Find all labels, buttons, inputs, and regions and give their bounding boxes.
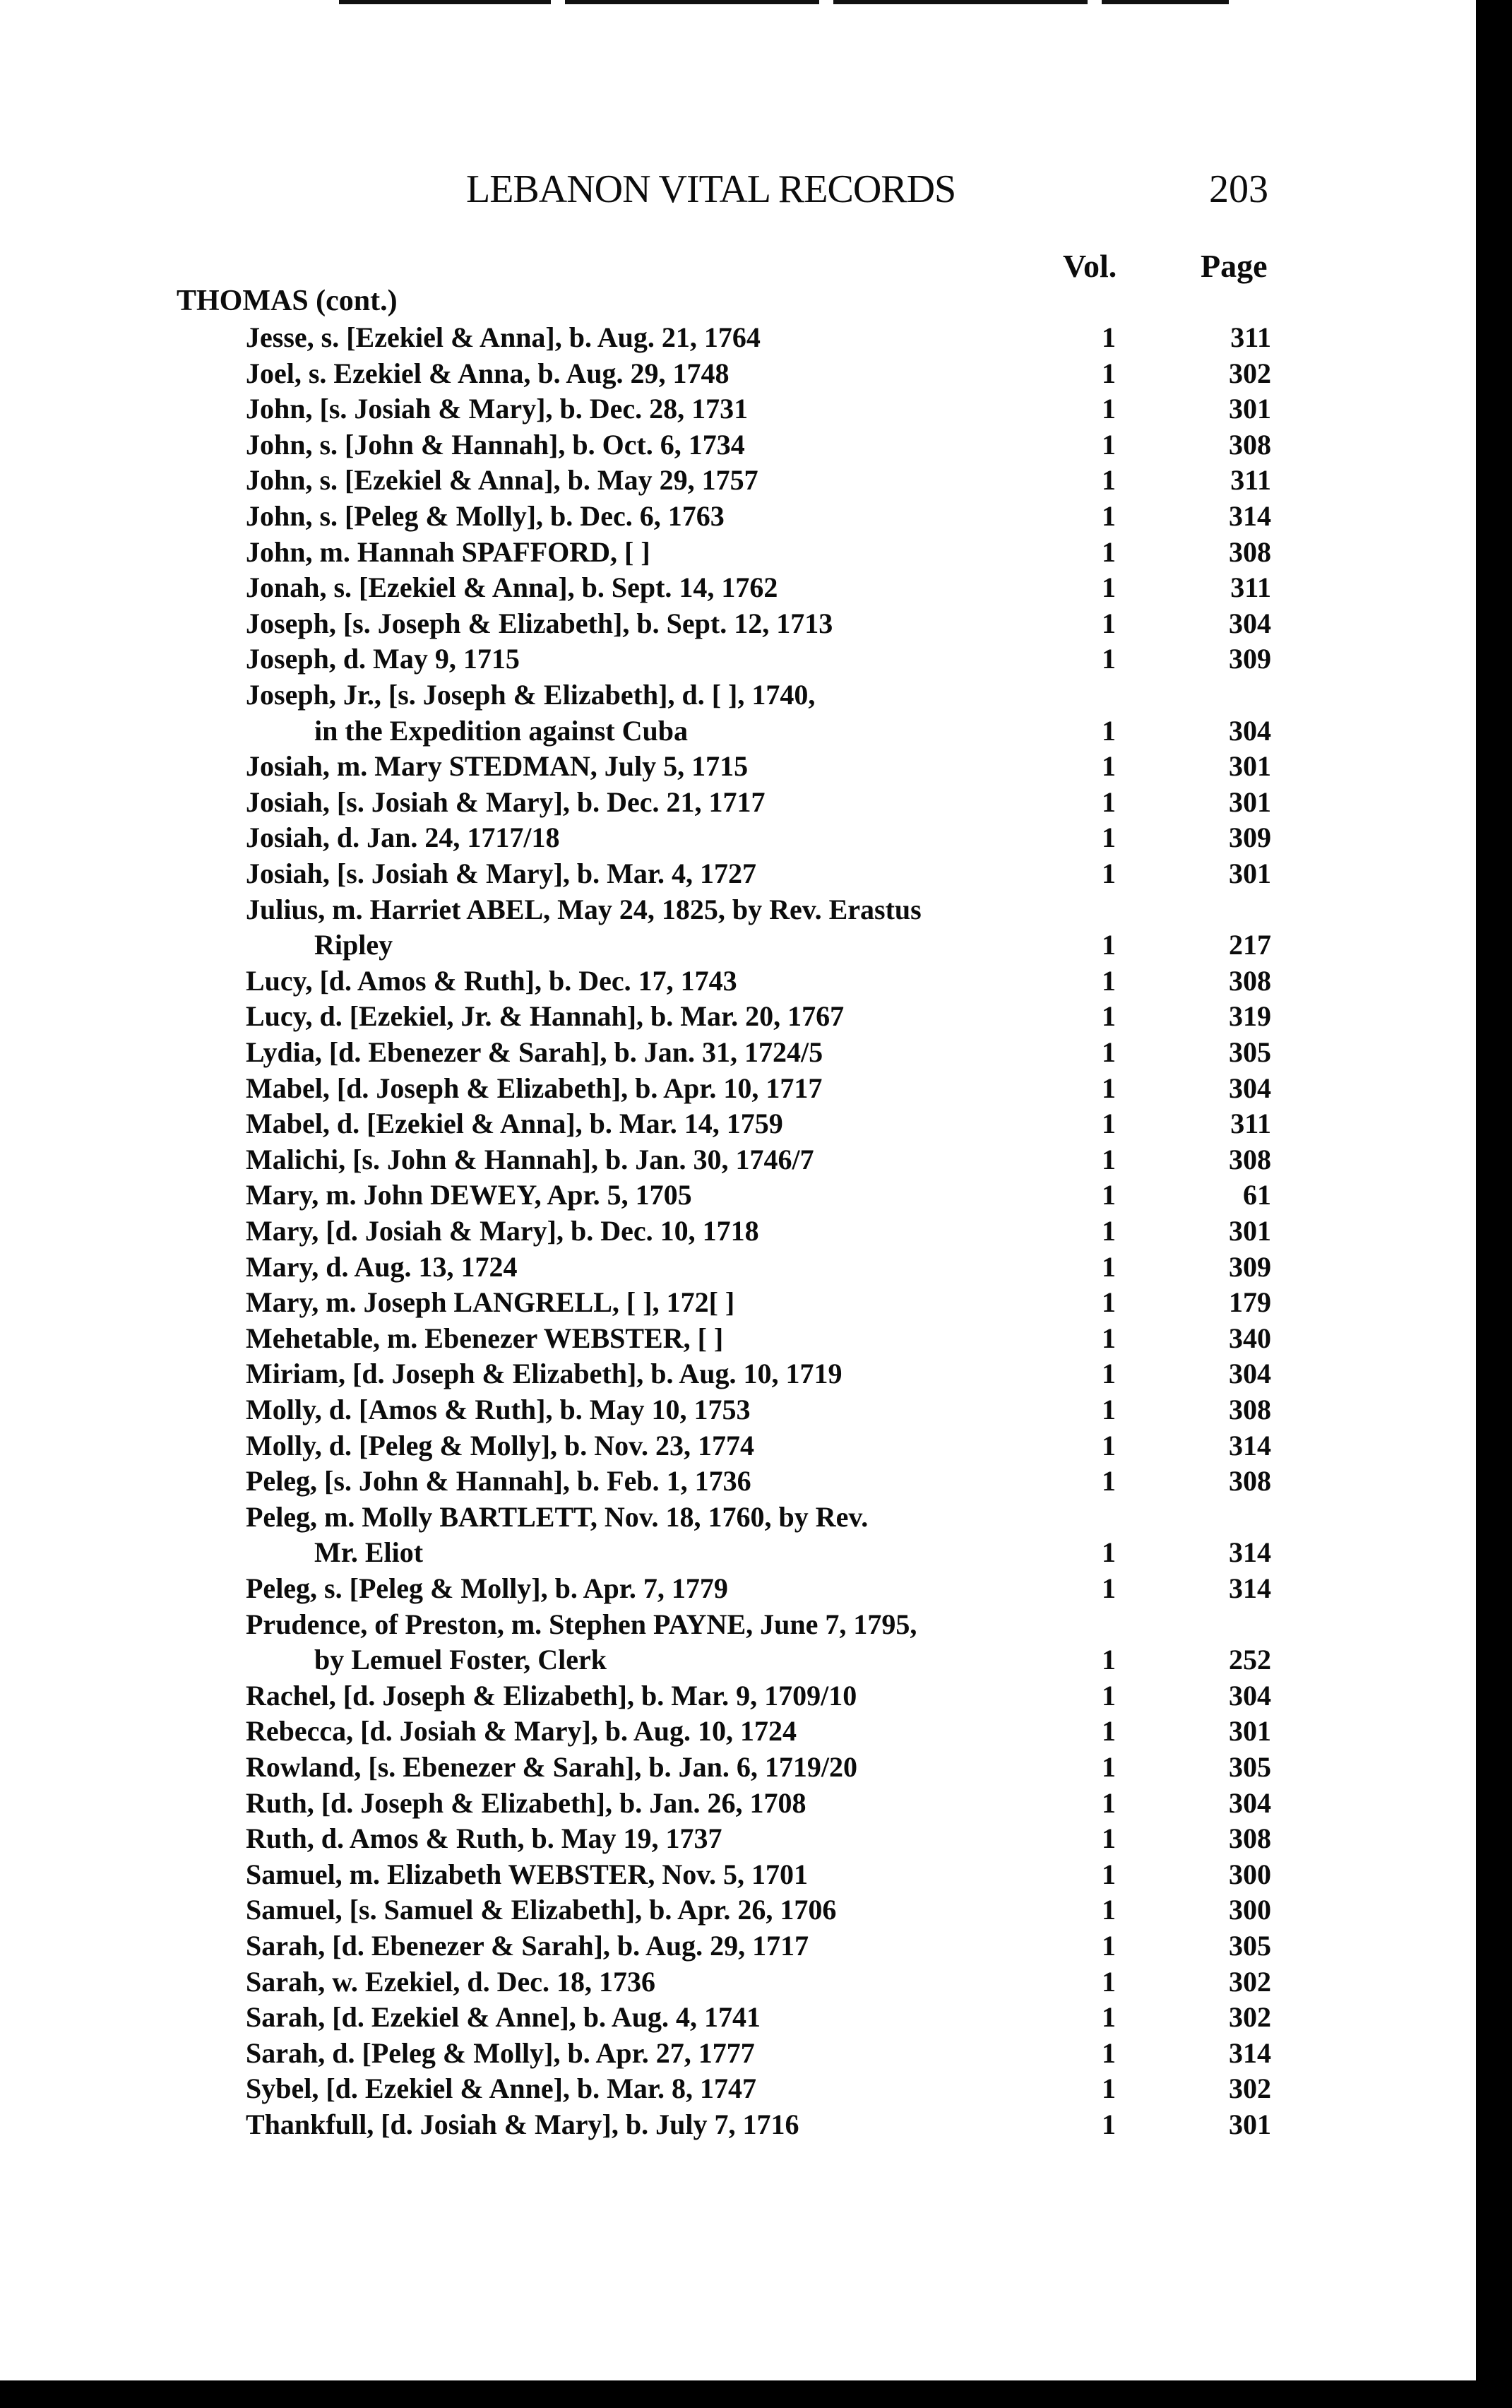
record-entry-text: Sybel, [d. Ezekiel & Anne], b. Mar. 8, 1747 — [246, 2072, 756, 2105]
record-entry-volume: 1 — [1102, 1394, 1116, 1425]
record-entry-text: Sarah, [d. Ezekiel & Anne], b. Aug. 4, 1741 — [246, 2001, 761, 2034]
record-entry-volume: 1 — [1102, 535, 1116, 568]
record-entry-text: Peleg, s. [Peleg & Molly], b. Apr. 7, 1779 — [246, 1572, 728, 1604]
record-entry-page: 308 — [1229, 1143, 1271, 1175]
record-entry-text: Rowland, [s. Ebenezer & Sarah], b. Jan. 6, 1719/20 — [246, 1751, 857, 1783]
record-entry-volume: 1 — [1102, 2036, 1116, 2069]
record-entry-text: John, s. [John & Hannah], b. Oct. 6, 1734 — [246, 428, 745, 461]
record-entry-volume: 1 — [1102, 321, 1116, 353]
record-entry-volume: 1 — [1102, 1715, 1116, 1748]
record-entry-volume: 1 — [1102, 2072, 1116, 2105]
record-entry-page: 319 — [1229, 1000, 1271, 1033]
record-entry-text: Josiah, d. Jan. 24, 1717/18 — [246, 822, 560, 854]
record-entry-page: 304 — [1229, 1358, 1271, 1390]
record-entry-text: Molly, d. [Peleg & Molly], b. Nov. 23, 1774 — [246, 1429, 754, 1461]
record-entry-text: Thankfull, [d. Josiah & Mary], b. July 7, 1716 — [246, 2109, 799, 2140]
record-entry-volume: 1 — [1102, 1858, 1116, 1890]
record-entry-volume: 1 — [1102, 357, 1116, 389]
record-entry-volume: 1 — [1102, 1429, 1116, 1461]
record-entry-page: 308 — [1229, 964, 1271, 997]
record-entry-page: 252 — [1229, 1644, 1271, 1676]
record-entry-page: 302 — [1229, 357, 1271, 389]
record-entry-page: 305 — [1229, 1930, 1271, 1962]
record-entry-volume: 1 — [1102, 1786, 1116, 1819]
record-entry-volume: 1 — [1102, 1215, 1116, 1247]
record-entry-text: Josiah, m. Mary STEDMAN, July 5, 1715 — [246, 750, 749, 783]
record-entry-volume: 1 — [1102, 929, 1116, 961]
record-entry-text: Sarah, [d. Ebenezer & Sarah], b. Aug. 29, 1717 — [246, 1930, 809, 1962]
record-entry-volume: 1 — [1102, 1322, 1116, 1354]
column-header-page: Page — [1201, 248, 1268, 284]
record-entry-page: 301 — [1229, 785, 1271, 818]
record-entry-page: 314 — [1229, 1429, 1271, 1461]
record-entry-volume: 1 — [1102, 714, 1116, 747]
record-entry-volume: 1 — [1102, 1465, 1116, 1497]
record-entry-volume: 1 — [1102, 1679, 1116, 1712]
record-entry-text: Mabel, [d. Joseph & Elizabeth], b. Apr. 10, 1717 — [246, 1072, 823, 1104]
record-entry-text: Joseph, [s. Joseph & Elizabeth], b. Sept. 12, 1713 — [246, 607, 833, 639]
record-entry-volume: 1 — [1102, 1930, 1116, 1962]
record-entry-page: 311 — [1230, 321, 1271, 353]
record-entry-page: 300 — [1229, 1858, 1271, 1890]
record-entry-page: 311 — [1230, 1108, 1271, 1140]
record-entry-volume: 1 — [1102, 964, 1116, 997]
scan-edge-mark — [833, 0, 1088, 4]
page-title: LEBANON VITAL RECORDS — [466, 167, 956, 211]
record-entry-page: 300 — [1229, 1894, 1271, 1926]
record-entry-volume: 1 — [1102, 428, 1116, 461]
record-entry-text: Prudence, of Preston, m. Stephen PAYNE, June 7, 1795, — [246, 1608, 917, 1640]
record-entry-text: Peleg, m. Molly BARTLETT, Nov. 18, 1760, by Rev. — [246, 1500, 869, 1533]
record-entry-page: 314 — [1229, 1572, 1271, 1604]
record-entry-volume: 1 — [1102, 1286, 1116, 1319]
record-entry-continuation: Ripley — [314, 929, 393, 961]
record-entry-page: 308 — [1229, 428, 1271, 461]
record-entry-text: Mary, d. Aug. 13, 1724 — [246, 1250, 518, 1283]
record-entry-text: John, s. [Peleg & Molly], b. Dec. 6, 1763 — [246, 500, 725, 532]
record-entry-text: Lydia, [d. Ebenezer & Sarah], b. Jan. 31, 1724/5 — [246, 1036, 823, 1068]
record-entry-text: Samuel, m. Elizabeth WEBSTER, Nov. 5, 1701 — [246, 1858, 809, 1890]
record-entry-page: 179 — [1229, 1286, 1271, 1319]
record-entry-text: Josiah, [s. Josiah & Mary], b. Dec. 21, 1717 — [246, 785, 766, 818]
record-entry-page: 217 — [1229, 929, 1271, 961]
record-entry-page: 305 — [1229, 1751, 1271, 1783]
record-entry-text: Ruth, d. Amos & Ruth, b. May 19, 1737 — [246, 1822, 722, 1855]
record-entry-page: 304 — [1229, 607, 1271, 639]
record-entry-text: Molly, d. [Amos & Ruth], b. May 10, 1753 — [246, 1394, 751, 1425]
record-entry-volume: 1 — [1102, 1000, 1116, 1033]
record-entry-volume: 1 — [1102, 858, 1116, 889]
record-entry-page: 301 — [1229, 1715, 1271, 1748]
record-entry-volume: 1 — [1102, 1036, 1116, 1068]
record-entry-volume: 1 — [1102, 1751, 1116, 1783]
record-entry-volume: 1 — [1102, 500, 1116, 532]
record-entry-volume: 1 — [1102, 1822, 1116, 1855]
record-entry-volume: 1 — [1102, 1143, 1116, 1175]
record-entry-text: Samuel, [s. Samuel & Elizabeth], b. Apr. 26, 1706 — [246, 1894, 837, 1926]
record-entry-volume: 1 — [1102, 785, 1116, 818]
record-entry-text: John, [s. Josiah & Mary], b. Dec. 28, 1731 — [246, 393, 749, 425]
record-entry-page: 301 — [1229, 858, 1271, 889]
record-entry-page: 314 — [1229, 500, 1271, 532]
record-entry-text: John, m. Hannah SPAFFORD, [ ] — [246, 535, 650, 568]
record-entry-page: 311 — [1230, 464, 1271, 497]
record-entry-page: 304 — [1229, 1786, 1271, 1819]
record-entry-volume: 1 — [1102, 1108, 1116, 1140]
record-entry-volume: 1 — [1102, 1644, 1116, 1676]
record-entry-text: Julius, m. Harriet ABEL, May 24, 1825, by Rev. Erastus — [246, 893, 922, 925]
record-entry-text: Malichi, [s. John & Hannah], b. Jan. 30, 1746/7 — [246, 1143, 814, 1175]
record-entry-text: Peleg, [s. John & Hannah], b. Feb. 1, 1736 — [246, 1465, 751, 1497]
record-entry-text: Jonah, s. [Ezekiel & Anna], b. Sept. 14, 1762 — [246, 571, 778, 604]
record-entry-volume: 1 — [1102, 464, 1116, 497]
record-entry-page: 314 — [1229, 2036, 1271, 2069]
record-entry-volume: 1 — [1102, 1358, 1116, 1390]
record-entry-text: Rachel, [d. Joseph & Elizabeth], b. Mar. 9, 1709/10 — [246, 1679, 857, 1712]
record-entry-page: 304 — [1229, 714, 1271, 747]
record-entry-page: 309 — [1229, 643, 1271, 675]
record-entry-text: Lucy, [d. Amos & Ruth], b. Dec. 17, 1743 — [246, 964, 737, 997]
record-entry-page: 304 — [1229, 1679, 1271, 1712]
record-entry-text: Joel, s. Ezekiel & Anna, b. Aug. 29, 1748 — [246, 357, 730, 389]
record-entry-page: 311 — [1230, 571, 1271, 604]
record-entry-page: 304 — [1229, 1072, 1271, 1104]
record-entry-volume: 1 — [1102, 1250, 1116, 1283]
record-entry-text: John, s. [Ezekiel & Anna], b. May 29, 1757 — [246, 464, 758, 497]
record-entry-text: Mary, m. John DEWEY, Apr. 5, 1705 — [246, 1179, 692, 1211]
record-entry-page: 308 — [1229, 1394, 1271, 1425]
record-entry-volume: 1 — [1102, 2001, 1116, 2034]
record-entry-page: 302 — [1229, 2001, 1271, 2034]
record-entry-volume: 1 — [1102, 1179, 1116, 1211]
record-entry-volume: 1 — [1102, 607, 1116, 639]
record-entry-page: 302 — [1229, 1965, 1271, 1998]
record-entry-text: Sarah, w. Ezekiel, d. Dec. 18, 1736 — [246, 1965, 655, 1998]
record-entry-page: 308 — [1229, 1465, 1271, 1497]
record-entry-volume: 1 — [1102, 393, 1116, 425]
record-entry-text: Joseph, Jr., [s. Joseph & Elizabeth], d. [ ], 1740, — [246, 679, 816, 711]
record-entry-volume: 1 — [1102, 2109, 1116, 2140]
record-entry-text: Josiah, [s. Josiah & Mary], b. Mar. 4, 1727 — [246, 858, 756, 889]
surname-heading: THOMAS (cont.) — [177, 285, 398, 317]
record-entry-page: 308 — [1229, 535, 1271, 568]
record-entry-text: Mary, m. Joseph LANGRELL, [ ], 172[ ] — [246, 1286, 735, 1319]
record-entry-page: 309 — [1229, 822, 1271, 854]
record-entry-text: Ruth, [d. Joseph & Elizabeth], b. Jan. 26, 1708 — [246, 1786, 806, 1819]
record-entry-volume: 1 — [1102, 571, 1116, 604]
record-entry-page: 309 — [1229, 1250, 1271, 1283]
record-entry-volume: 1 — [1102, 1072, 1116, 1104]
record-entry-text: Jesse, s. [Ezekiel & Anna], b. Aug. 21, 1764 — [246, 321, 761, 353]
scan-edge-mark — [565, 0, 819, 4]
page-number: 203 — [1209, 167, 1268, 211]
record-entry-text: Sarah, d. [Peleg & Molly], b. Apr. 27, 1777 — [246, 2036, 755, 2069]
record-entry-continuation: Mr. Eliot — [314, 1536, 424, 1569]
record-entry-page: 308 — [1229, 1822, 1271, 1855]
record-entry-volume: 1 — [1102, 822, 1116, 854]
record-entry-volume: 1 — [1102, 1572, 1116, 1604]
record-entry-page: 301 — [1229, 2109, 1271, 2140]
record-entry-page: 301 — [1229, 750, 1271, 783]
scan-edge-mark — [1102, 0, 1229, 4]
column-header-vol: Vol. — [1063, 248, 1117, 284]
record-entry-text: Miriam, [d. Joseph & Elizabeth], b. Aug. 10, 1719 — [246, 1358, 843, 1390]
record-entry-text: Mary, [d. Josiah & Mary], b. Dec. 10, 1718 — [246, 1215, 759, 1247]
record-entry-text: Mabel, d. [Ezekiel & Anna], b. Mar. 14, 1759 — [246, 1108, 783, 1140]
record-entry-text: Rebecca, [d. Josiah & Mary], b. Aug. 10, 1724 — [246, 1715, 797, 1748]
record-entry-volume: 1 — [1102, 1894, 1116, 1926]
record-entry-page: 301 — [1229, 393, 1271, 425]
record-entry-volume: 1 — [1102, 750, 1116, 783]
scan-edge-mark — [339, 0, 551, 4]
record-entry-page: 314 — [1229, 1536, 1271, 1569]
record-entry-text: Lucy, d. [Ezekiel, Jr. & Hannah], b. Mar. 20, 1767 — [246, 1000, 845, 1033]
record-entry-page: 305 — [1229, 1036, 1271, 1068]
record-entry-page: 301 — [1229, 1215, 1271, 1247]
record-entry-page: 61 — [1243, 1179, 1271, 1211]
record-entry-text: Mehetable, m. Ebenezer WEBSTER, [ ] — [246, 1322, 724, 1354]
record-entry-volume: 1 — [1102, 1536, 1116, 1569]
record-entry-page: 302 — [1229, 2072, 1271, 2105]
record-entry-continuation: by Lemuel Foster, Clerk — [314, 1644, 607, 1676]
record-entry-continuation: in the Expedition against Cuba — [314, 714, 689, 747]
record-entry-text: Joseph, d. May 9, 1715 — [246, 643, 520, 675]
record-entry-page: 340 — [1229, 1322, 1271, 1354]
record-entry-volume: 1 — [1102, 643, 1116, 675]
record-entry-volume: 1 — [1102, 1965, 1116, 1998]
